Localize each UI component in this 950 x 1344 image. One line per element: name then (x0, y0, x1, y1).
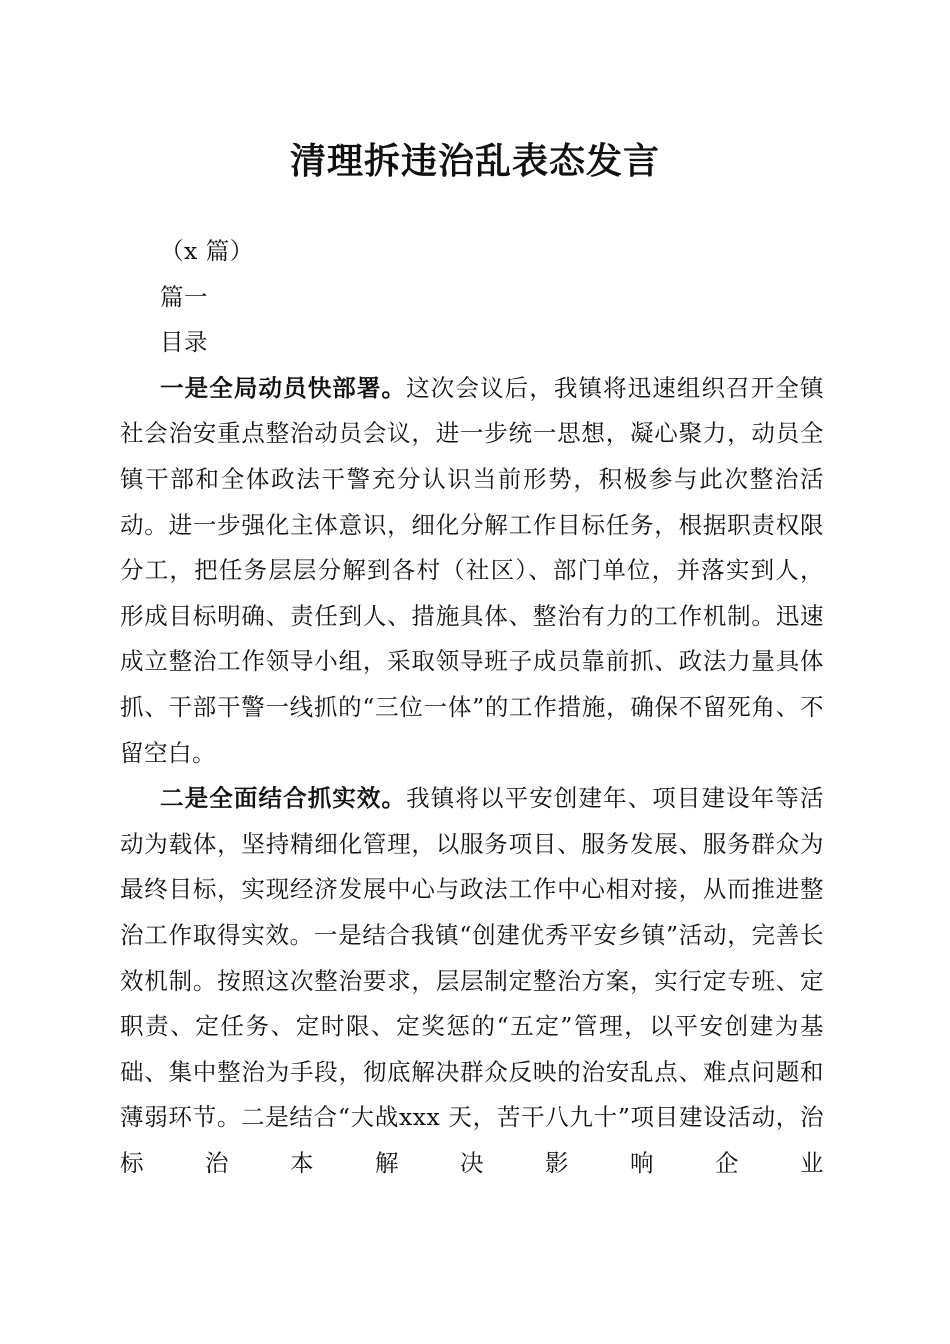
paragraph-1-lead: 一是全局动员快部署。 (160, 373, 407, 402)
document-body (120, 229, 824, 1186)
toc-label: 目录 (160, 328, 208, 357)
paragraph-2-lead: 二是全面结合抓实效。 (160, 784, 407, 813)
section-label: 篇一 (160, 282, 208, 311)
paragraph-1-text: 这次会议后，我镇将迅速组织召开全镇社会治安重点整治动员会议，进一步统一思想，凝心聚力，动员全镇干部和全体政法干警充分认识当前形势，积极参与此次整治活动。进一步强化主体意识，细化分解工作目标任务，根据职责权限分工，把任务层层分解到各村（社区）、部门单位，并落实到人，形成目标明确、责任到人、措施具体、整治有力的工作机制。迅速成立整治工作领导小组，采取领导班子成员靠前抓、政法力量具体抓、干部干警一线抓的“三位一体”的工作措施，确保不留死角、不留空白。 (120, 373, 824, 767)
document-title: 清理拆违治乱表态发言 (289, 140, 660, 182)
paragraph-1 (120, 366, 824, 776)
paragraph-2 (120, 776, 824, 1186)
paragraph-2-text: 我镇将以平安创建年、项目建设年等活动为载体，坚持精细化管理，以服务项目、服务发展、服务群众为最终目标，实现经济发展中心与政法工作中心相对接，从而推进整治工作取得实效。一是结合我镇“创建优秀平安乡镇”活动，完善长效机制。按照这次整治要求，层层制定整治方案，实行定专班、定职责、定任务、定时限、定奖惩的“五定”管理，以平安创建为基础、集中整治为手段，彻底解决群众反映的治安乱点、难点问题和薄弱环节。二是结合“大战xxx 天，苦干八九十”项目建设活动，治标治本解决影响企业 (120, 784, 824, 1177)
count-note: （x 篇） (160, 237, 254, 265)
